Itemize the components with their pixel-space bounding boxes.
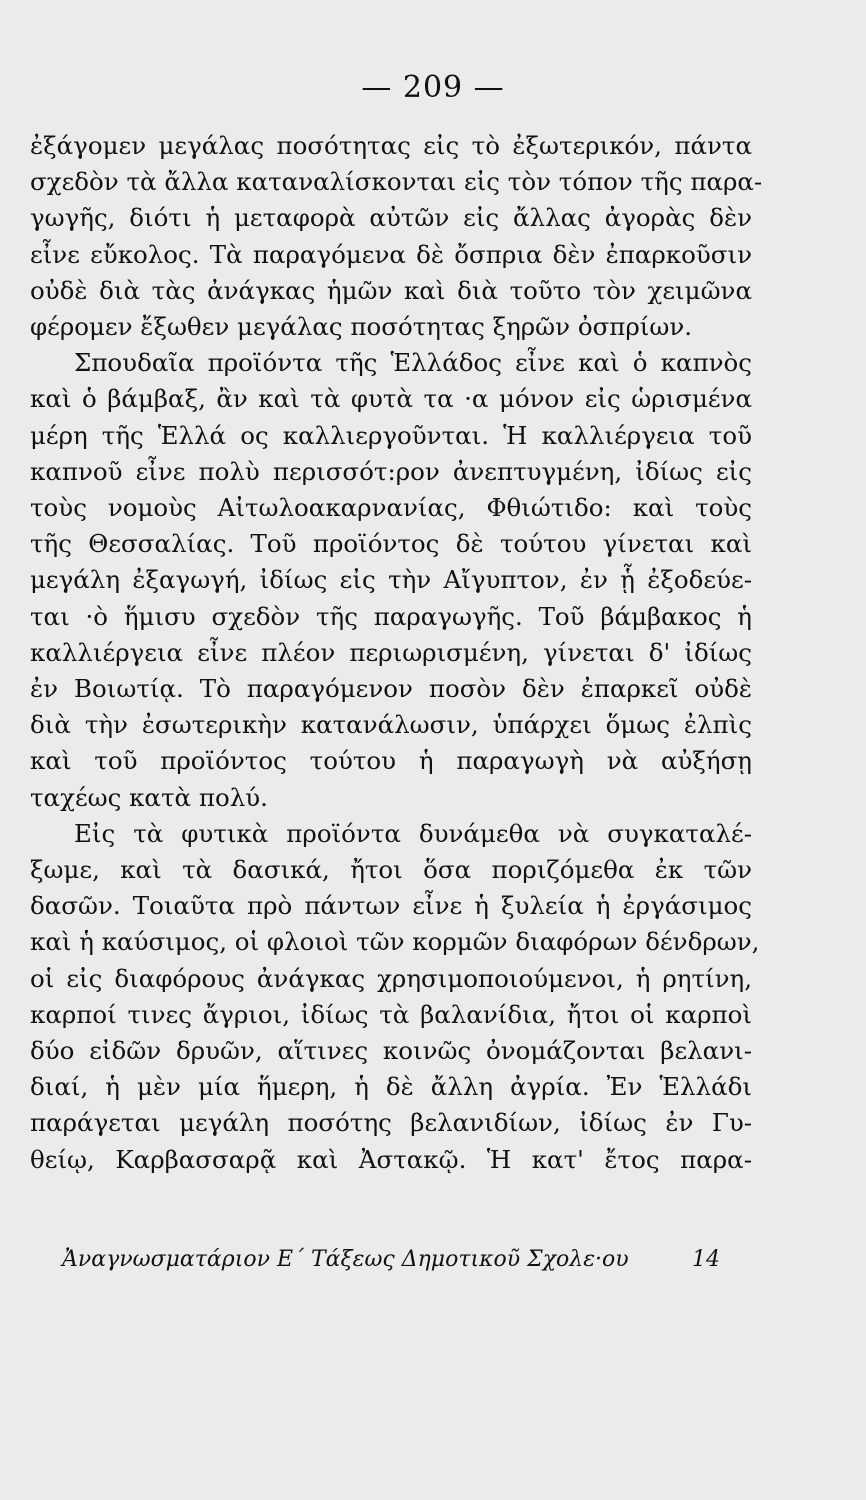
sheet-number: 14 <box>692 1247 720 1272</box>
text-line: δύο εἰδῶν δρυῶν, αἵτινες κοινῶς ὀνομάζονται βελανι- <box>30 1036 752 1066</box>
text-line: οὐδὲ διὰ τὰς ἀνάγκας ἡμῶν καὶ διὰ τοῦτο τὸν χειμῶνα <box>30 275 752 305</box>
text-line: οἱ εἰς διαφόρους ἀνάγκας χρησιμοποιούμενοι, ἡ ρητίνη, <box>30 963 752 993</box>
text-line: γωγῆς, διότι ἡ μεταφορὰ αὐτῶν εἰς ἄλλας ἀγορὰς δὲν <box>30 203 752 233</box>
text-line: καὶ ἡ καύσιμος, οἱ φλοιοὶ τῶν κορμῶν διαφόρων δένδρων, <box>30 927 760 957</box>
text-line: φέρομεν ἔξωθεν μεγάλας ποσότητας ξηρῶν ὀσπρίων. <box>30 312 693 342</box>
text-line: ἐξάγομεν μεγάλας ποσότητας εἰς τὸ ἐξωτερικόν, πάντα <box>30 131 752 160</box>
text-line: θείῳ, Καρβασσαρᾷ καὶ Ἀστακῷ. Ἡ κατ' ἔτος παρα- <box>30 1144 752 1174</box>
text-line: καὶ ὁ βάμβαξ, ἂν καὶ τὰ φυτὰ τα ·α μόνον εἰς ὡρισμένα <box>30 384 752 414</box>
text-line: ξωμε, καὶ τὰ δασικά, ἤτοι ὅσα ποριζόμεθα ἐκ τῶν <box>30 855 752 885</box>
text-line: τῆς Θεσσαλίας. Τοῦ προϊόντος δὲ τούτου γίνεται καὶ <box>30 529 752 559</box>
body-text <box>30 128 763 1178</box>
text-line: μέρη τῆς Ἑλλά ος καλλιεργοῦνται. Ἡ καλλιέργεια τοῦ <box>30 420 752 450</box>
text-line: σχεδὸν τὰ ἄλλα καταναλίσκονται εἰς τὸν τόπον τῆς παρα- <box>30 167 763 197</box>
printer-signature: Ἀναγνωσματάριον Ε΄ Τάξεως Δημοτικοῦ Σχολε·ου <box>62 1247 629 1272</box>
text-line: τοὺς νομοὺς Αἰτωλοακαρνανίας, Φθιώτιδο: καὶ τοὺς <box>30 493 752 523</box>
text-line: διαί, ἡ μὲν μία ἥμερη, ἡ δὲ ἄλλη ἀγρία. Ἐν Ἑλλάδι <box>30 1072 752 1102</box>
text-line: Εἰς τὰ φυτικὰ προϊόντα δυνάμεθα νὰ συγκαταλέ- <box>74 818 752 848</box>
text-line: παράγεται μεγάλη ποσότης βελανιδίων, ἰδίως ἐν Γυ- <box>30 1108 752 1138</box>
text-line: καὶ τοῦ προϊόντος τούτου ἡ παραγωγὴ νὰ αὐξήσῃ <box>30 746 752 776</box>
text-line: καπνοῦ εἶνε πολὺ περισσότ:ρον ἀνεπτυγμένη, ἰδίως εἰς <box>30 456 752 486</box>
text-line: μεγάλη ἐξαγωγή, ἰδίως εἰς τὴν Αἴγυπτον, ἐν ᾗ ἐξοδεύε- <box>30 565 752 595</box>
text-line: Σπουδαῖα προϊόντα τῆς Ἑλλάδος εἶνε καὶ ὁ καπνὸς <box>74 348 752 378</box>
text-line: εἶνε εὔκολος. Τὰ παραγόμενα δὲ ὄσπρια δὲν ἐπαρκοῦσιν <box>30 239 752 269</box>
text-line: ταχέως κατὰ πολύ. <box>30 782 268 812</box>
text-line: ἐν Βοιωτίᾳ. Τὸ παραγόμενον ποσὸν δὲν ἐπαρκεῖ οὐδὲ <box>30 674 752 704</box>
text-line: δασῶν. Τοιαῦτα πρὸ πάντων εἶνε ἡ ξυλεία ἡ ἐργάσιμος <box>30 891 752 921</box>
text-line: καρποί τινες ἄγριοι, ἰδίως τὰ βαλανίδια, ἤτοι οἱ καρποὶ <box>30 999 752 1029</box>
text-line: διὰ τὴν ἐσωτερικὴν κατανάλωσιν, ὑπάρχει ὅμως ἐλπὶς <box>30 710 752 740</box>
text-line: καλλιέργεια εἶνε πλέον περιωρισμένη, γίνεται δ' ἰδίως <box>30 637 752 667</box>
page-number: — 209 — <box>361 70 505 105</box>
text-line: ται ·ὸ ἥμισυ σχεδὸν τῆς παραγωγῆς. Τοῦ βάμβακος ἡ <box>30 601 752 631</box>
